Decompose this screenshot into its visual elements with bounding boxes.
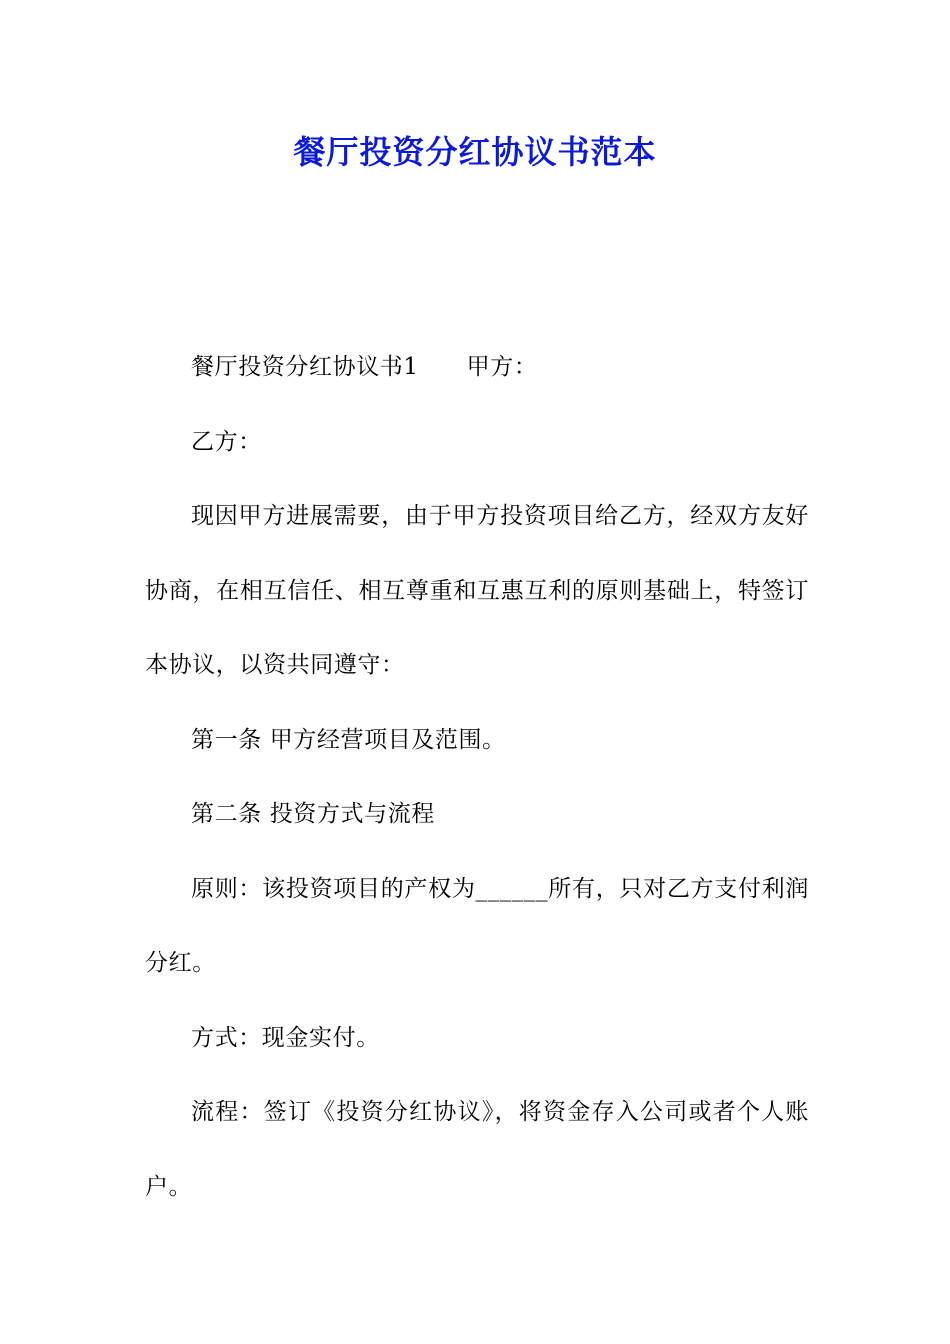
principle-paragraph: 原则：该投资项目的产权为______所有，只对乙方支付利润分红。 [145,875,809,976]
paragraph-heading-line [145,330,809,405]
party-b-label: 乙方： [191,428,262,455]
method-paragraph: 方式：现金实付。 [191,1024,380,1051]
party-a-label: 甲方： [466,354,538,380]
article-one: 第一条 甲方经营项目及范围。 [191,726,506,753]
process-paragraph: 流程：签订《投资分红协议》，将资金存入公司或者个人账户。 [145,1099,809,1200]
preamble-paragraph: 现因甲方进展需要，由于甲方投资项目给乙方，经双方友好协商，在相互信任、相互尊重和互惠互利的原则基础上，特签订本协议，以资共同遵守： [145,503,809,678]
document-body [145,330,809,1224]
document-title: 餐厅投资分红协议书范本 [293,133,657,171]
agreement-number: 餐厅投资分红协议书1 [191,354,419,380]
article-two: 第二条 投资方式与流程 [191,801,435,827]
